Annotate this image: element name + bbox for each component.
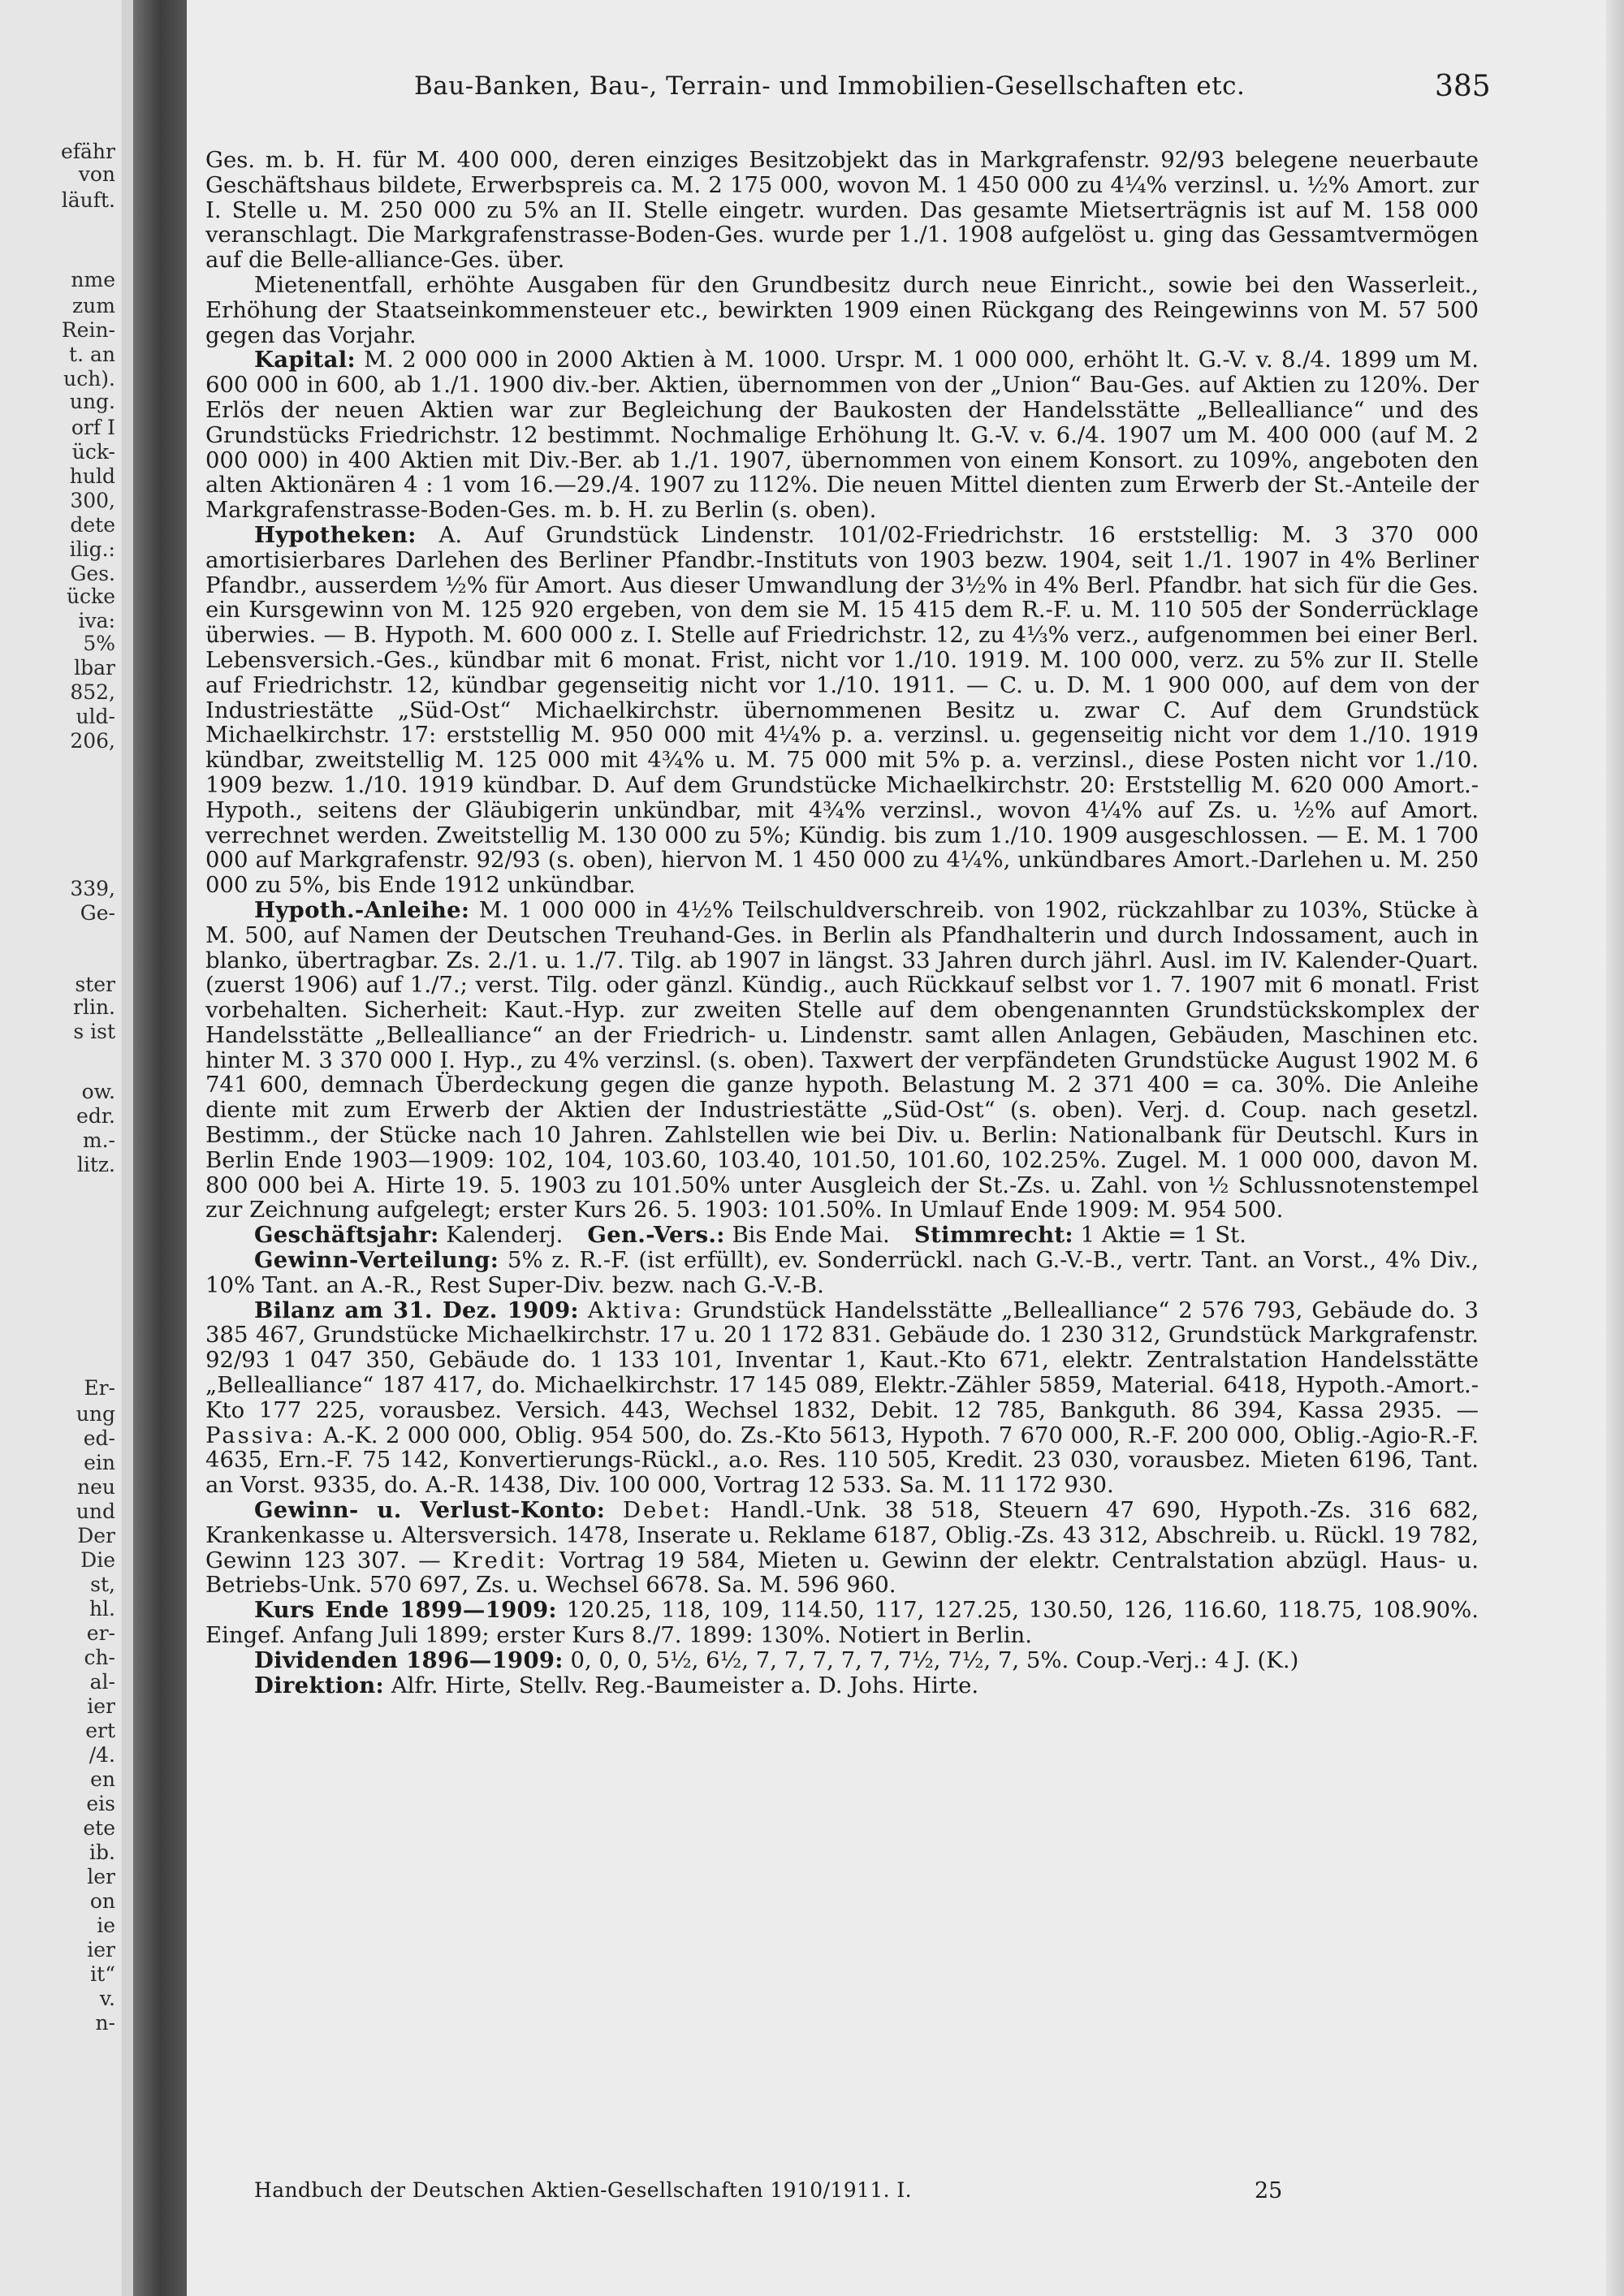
hypotheken-label: Hypotheken: [254,521,417,548]
margin-fragment: v. [99,1987,115,2010]
margin-fragment: 300, [70,489,115,512]
margin-fragment: lbar [74,656,115,680]
margin-fragment: it“ [90,1962,115,1986]
gutter-shadow-light [122,0,133,2296]
bilanz-section [205,1298,1479,1498]
margin-fragment: Die [80,1548,115,1572]
margin-fragment: edr. [76,1104,115,1128]
kurs-label: Kurs Ende 1899—1909: [254,1597,557,1624]
margin-fragment: ein [84,1451,115,1474]
gj-label: Geschäftsjahr: [254,1222,439,1249]
margin-fragment: ow. [81,1080,115,1103]
facing-page-fragment [0,0,122,2296]
margin-fragment: Rein- [61,318,115,342]
page-number: 385 [1435,70,1491,103]
gv-label: Gen.-Vers.: [587,1222,725,1249]
margin-fragment: ück- [71,440,115,464]
margin-fragment: litz. [76,1153,115,1176]
aktiva-word: Aktiva: [587,1297,685,1323]
margin-fragment: t. an [69,343,115,366]
footer-signature: 25 [1255,2178,1283,2203]
kapital-section [205,347,1479,523]
margin-fragment: ert [85,1719,115,1742]
margin-fragment: 339, [70,877,115,900]
gewinnvert-label: Gewinn-Verteilung: [254,1247,499,1274]
margin-fragment: uch). [63,367,115,391]
bilanz-label: Bilanz am 31. Dez. 1909: [254,1297,579,1323]
kurs-text: 120.25, 118, 109, 114.50, 117, 127.25, 130.50, 126, 116.60, 118.75, 108.90%. Eingef. Anfang Juli 1899; erster Kurs 8./7. 1899: 130%. Notiert in Berlin. [205,1597,1479,1649]
margin-fragment: 5% [83,632,115,655]
margin-fragment: von [78,162,115,186]
margin-fragment: ung. [69,390,115,413]
guv-section [205,1498,1479,1598]
passiva-word: Passiva: [205,1422,316,1448]
stimm-text: 1 Aktie = 1 St. [1080,1222,1246,1249]
margin-fragment: Ge- [80,901,115,925]
margin-fragment: m.- [82,1129,115,1152]
margin-fragment: ier [87,1694,115,1718]
margin-fragment: zum [72,294,115,317]
margin-fragment: eis [86,1792,115,1815]
margin-fragment: orf I [71,416,115,439]
anleihe-label: Hypoth.-Anleihe: [254,896,470,923]
gv-text: Bis Ende Mai. [732,1222,890,1249]
margin-fragment: uld- [76,705,115,728]
running-title: Bau-Banken, Bau-, Terrain- und Immobilien-Gesellschaften etc. [414,71,1246,101]
margin-fragment: hl. [89,1597,115,1621]
div-text: 0, 0, 0, 5½, 6½, 7, 7, 7, 7, 7, 7½, 7½, 7, 5%. Coup.-Verj.: 4 J. (K.) [570,1646,1299,1673]
margin-fragment: iva: [78,609,115,632]
margin-fragment: st, [90,1573,115,1596]
debet-text: Handl.-Unk. 38 518, Steuern 47 690, Hypoth.-Zs. 316 682, Krankenkasse u. Altersversich. 1478, Inserate u. Reklame 6187, Oblig.-Zs. 43 312, Abschreib. u. Rückl. 19 782, Gewinn 123 307. — [205,1497,1479,1573]
dividenden-section [205,1648,1479,1673]
margin-fragment: ie [97,1914,115,1937]
hypotheken-section [205,523,1479,898]
kapital-label: Kapital: [254,347,356,373]
debet-word: Debet: [622,1497,713,1524]
margin-fragment: ib. [89,1841,115,1864]
margin-fragment: n- [95,2011,115,2035]
margin-fragment: 206, [70,729,115,753]
margin-fragment: ed- [83,1426,115,1450]
margin-fragment: ier [87,1938,115,1962]
dir-text: Alfr. Hirte, Stellv. Reg.-Baumeister a. D. Johs. Hirte. [391,1672,979,1698]
margin-fragment: ete [83,1816,115,1840]
kapital-text: M. 2 000 000 in 2000 Aktien à M. 1000. Urspr. M. 1 000 000, erhöht lt. G.-V. v. 8./4. 1899 um M. 600 000 in 600, ab 1./1. 1900 div.-ber. Aktien, übernommen von der „Union“ Bau-Ges. auf Aktien zu 120%. Der Erlös der neuen Aktien war zur Begleichung der Baukosten der Handelsstätte „Bellealliance“ und des Grundstücks Friedrichstr. 12 bestimmt. Nochmalige Erhöhung lt. G.-V. v. 6./4. 1907 um M. 400 000 (auf M. 2 000 000) in 400 Aktien mit Div.-Ber. ab 1./1. 1907, übernommen von einem Konsort. zu 109%, angeboten den alten Aktionären 4 : 1 vom 16.—29./4. 1907 zu 112%. Die neuen Mittel dienten zum Erwerb der St.-Anteile der Markgrafenstrasse-Boden-Ges. m. b. H. zu Berlin (s. oben). [205,347,1479,524]
div-label: Dividenden 1896—1909: [254,1646,564,1673]
margin-fragment: läuft. [61,188,115,212]
passiva-text: A.-K. 2 000 000, Oblig. 954 500, do. Zs.-Kto 5613, Hypoth. 7 670 000, R.-F. 200 000, Oblig.-Agio-R.-F. 4635, Ern.-F. 75 142, Konvertierungs-Rückl., a.o. Res. 110 505, Kredit. 23 030, vorausbez. Mieten 6196, Tant. an Vorst. 9335, do. A.-R. 1438, Div. 100 000, Vortrag 12 533. Sa. M. 11 172 930. [205,1422,1479,1499]
kredit-word: Kredit: [451,1547,548,1573]
anleihe-text: M. 1 000 000 in 4½% Teilschuldverschreib. von 1902, rückzahlbar zu 103%, Stücke à M. 500, auf Namen der Deutschen Treuhand-Ges. in Berlin als Pfandhalterin und durch Indossament, auch in blanko, übertragbar. Zs. 2./1. u. 1./7. Tilg. ab 1907 in längst. 33 Jahren durch jährl. Ausl. im IV. Kalender-Quart. (zuerst 1906) auf 1./7.; verst. Tilg. oder gänzl. Kündig., auch Rückkauf selbst vor 1. 7. 1907 mit 6 monatl. Frist vorbehalten. Sicherheit: Kaut.-Hyp. zur zweiten Stelle auf dem obengenannten Grundstückskomplex der Handelsstätte „Bellealliance“ an der Friedrich- u. Lindenstr. samt allen Anlagen, Gebäuden, Maschinen etc. hinter M. 3 370 000 I. Hyp., zu 4% verzinsl. (s. oben). Taxwert der verpfändeten Grundstücke August 1902 M. 6 741 600, demnach Überdeckung gegen die ganze hypoth. Belastung M. 2 371 400 = ca. 30%. Die Anleihe diente mit zum Erwerb der Aktien der Industriestätte „Süd-Ost“ (s. oben). Verj. d. Coup. nach gesetzl. Bestimm., der Stücke nach 10 Jahren. Zahlstellen wie bei Div. u. Berlin: Nationalbank für Deutschl. Kurs in Berlin Ende 1903—1909: 102, 104, 103.60, 103.40, 101.50, 101.60, 102.25%. Zugel. M. 1 000 000, davon M. 800 000 bei A. Hirte 19. 5. 1903 zu 101.50% unter Ausgleich der St.-Zs. u. Zahl. von ½ Schlussnotenstempel zur Zeichnung aufgelegt; erster Kurs 26. 5. 1903: 101.50%. In Umlauf Ende 1909: M. 954 500. [205,896,1479,1224]
margin-fragment: rlin. [73,995,115,1019]
margin-fragment: ler [87,1865,115,1888]
intro-paragraph-2: Mietenentfall, erhöhte Ausgaben für den Grundbesitz durch neue Einricht., sowie bei den Wasserleit., Erhöhung der Staatseinkommensteuer etc., bewirkten 1909 einen Rückgang des Reingewinns von M. 57 500 gegen das Vorjahr. [205,271,1479,348]
gewinnvert-text: 5% z. R.-F. (ist erfüllt), ev. Sonderrückl. nach G.-V.-B., vertr. Tant. an Vorst., 4% Div., 10% Tant. an A.-R., Rest Super-Div. bezw. nach G.-V.-B. [205,1247,1479,1298]
margin-fragment: on [89,1889,115,1913]
margin-fragment: en [90,1767,115,1791]
margin-fragment: neu [77,1475,115,1499]
margin-fragment: Ges. [70,562,115,585]
margin-fragment: Der [77,1524,115,1547]
margin-fragment: ch- [84,1646,115,1669]
margin-fragment: nme [71,268,115,291]
margin-fragment: ücke [66,585,115,608]
guv-label: Gewinn- u. Verlust-Konto: [254,1497,606,1524]
intro-paragraph: Ges. m. b. H. für M. 400 000, deren einziges Besitzobjekt das in Markgrafenstr. 92/93 belegene neuerbaute Geschäftshaus bildete, Erwerbspreis ca. M. 2 175 000, wovon M. 1 450 000 zu 4¼% verzinsl. u. ½% Amort. zur I. Stelle u. M. 250 000 zu 5% an II. Stelle eingetr. wurden. Das gesamte Mietserträgnis ist auf M. 158 000 veranschlagt. Die Markgrafenstrasse-Boden-Ges. wurde per 1./1. 1908 aufgelöst u. ging das Gessamtvermögen auf die Belle-alliance-Ges. über. [205,147,1479,274]
kurs-section [205,1598,1479,1648]
margin-fragment: dete [70,513,115,537]
margin-fragment: er- [86,1621,115,1645]
margin-fragment: ster [75,973,115,996]
margin-fragment: und [76,1500,115,1523]
footer-source: Handbuch der Deutschen Aktien-Gesellschaften 1910/1911. I. [254,2178,912,2202]
margin-fragment: Er- [84,1376,115,1400]
margin-fragment: efähr [60,140,115,163]
article-body [205,148,1479,1698]
dir-label: Direktion: [254,1672,384,1698]
gewinnverteilung-section [205,1248,1479,1298]
geschaeftsjahr-line [205,1223,1479,1248]
hypotheken-text: A. Auf Grundstück Lindenstr. 101/02-Friedrichstr. 16 erststellig: M. 3 370 000 amortisierbares Darlehen des Berliner Pfandbr.-Instituts von 1903 bezw. 1904, seit 1./1. 1907 in 4% Berliner Pfandbr., ausserdem ½% für Amort. Aus dieser Umwandlung der 3½% in 4% Berl. Pfandbr. hat sich für die Ges. ein Kursgewinn von M. 125 920 ergeben, von dem sie M. 15 415 dem R.-F. u. M. 110 505 der Sonderrücklage überwies. — B. Hypoth. M. 600 000 z. I. Stelle auf Friedrichstr. 12, zu 4⅓% verz., aufgenommen bei einer Berl. Lebensversich.-Ges., kündbar mit 6 monat. Frist, nicht vor 1./10. 1919. M. 100 000, verz. zu 5% zur II. Stelle auf Friedrichstr. 12, kündbar gegenseitig nicht vor 1./10. 1911. — C. u. D. M. 1 900 000, auf dem von der Industriestätte „Süd-Ost“ Michaelkirchstr. übernommenen Besitz u. zwar C. Auf dem Grundstück Michaelkirchstr. 17: erststellig M. 950 000 mit 4¼% p. a. verzinsl. u. gegenseitig nicht vor dem 1./10. 1919 kündbar, zweitstellig M. 125 000 mit 4¾% u. M. 75 000 mit 5% p. a. verzinsl., diese Posten nicht vor 1./10. 1909 bezw. 1./10. 1919 kündbar. D. Auf dem Grundstücke Michaelkirchstr. 20: Erststellig M. 620 000 Amort.-Hypoth., seitens der Gläubigerin unkündbar, mit 4¾% verzinsl., wovon 4¼% auf Zs. u. ½% auf Amort. verrechnet werden. Zweitstellig M. 130 000 zu 5%; Kündig. bis zum 1./10. 1909 ausgeschlossen. — E. M. 1 700 000 auf Markgrafenstr. 92/93 (s. oben), hiervon M. 1 450 000 zu 4¼%, unkündbares Amort.-Darlehen u. M. 250 000 zu 5%, bis Ende 1912 unkündbar. [205,521,1479,899]
margin-fragment: 852, [70,680,115,704]
margin-fragment: al- [89,1670,115,1694]
gj-text: Kalenderj. [446,1222,564,1249]
margin-fragment: ilig.: [69,537,115,561]
aktiva-text: Grundstück Handelsstätte „Bellealliance“ 2 576 793, Gebäude do. 3 385 467, Grundstücke Michaelkirchstr. 17 u. 20 1 172 831. Gebäude do. 1 230 312, Grundstück Markgrafenstr. 92/93 1 047 350, Gebäude do. 1 133 101, Inventar 1, Kaut.-Kto 671, elektr. Zentralstation Handelsstätte „Bellealliance“ 187 417, do. Michaelkirchstr. 17 145 089, Elektr.-Zähler 5859, Material. 6418, Hypoth.-Amort.-Kto 177 225, vorausbez. Versich. 443, Wechsel 1832, Debit. 12 785, Bankguth. 86 394, Kassa 2935. — [205,1297,1479,1423]
margin-fragment: huld [69,464,115,488]
book-gutter [133,0,187,2296]
margin-fragment: s ist [73,1020,115,1043]
kredit-text: Vortrag 19 584, Mieten u. Gewinn der elektr. Centralstation abzügl. Haus- u. Betriebs-Unk. 570 697, Zs. u. Wechsel 6678. Sa. M. 596 960. [205,1547,1479,1599]
margin-fragment: ung [76,1402,115,1426]
stimm-label: Stimmrecht: [914,1222,1073,1249]
anleihe-section [205,898,1479,1223]
page-edge [1606,0,1624,2296]
direktion-section [205,1673,1479,1698]
margin-fragment: /4. [89,1743,115,1767]
